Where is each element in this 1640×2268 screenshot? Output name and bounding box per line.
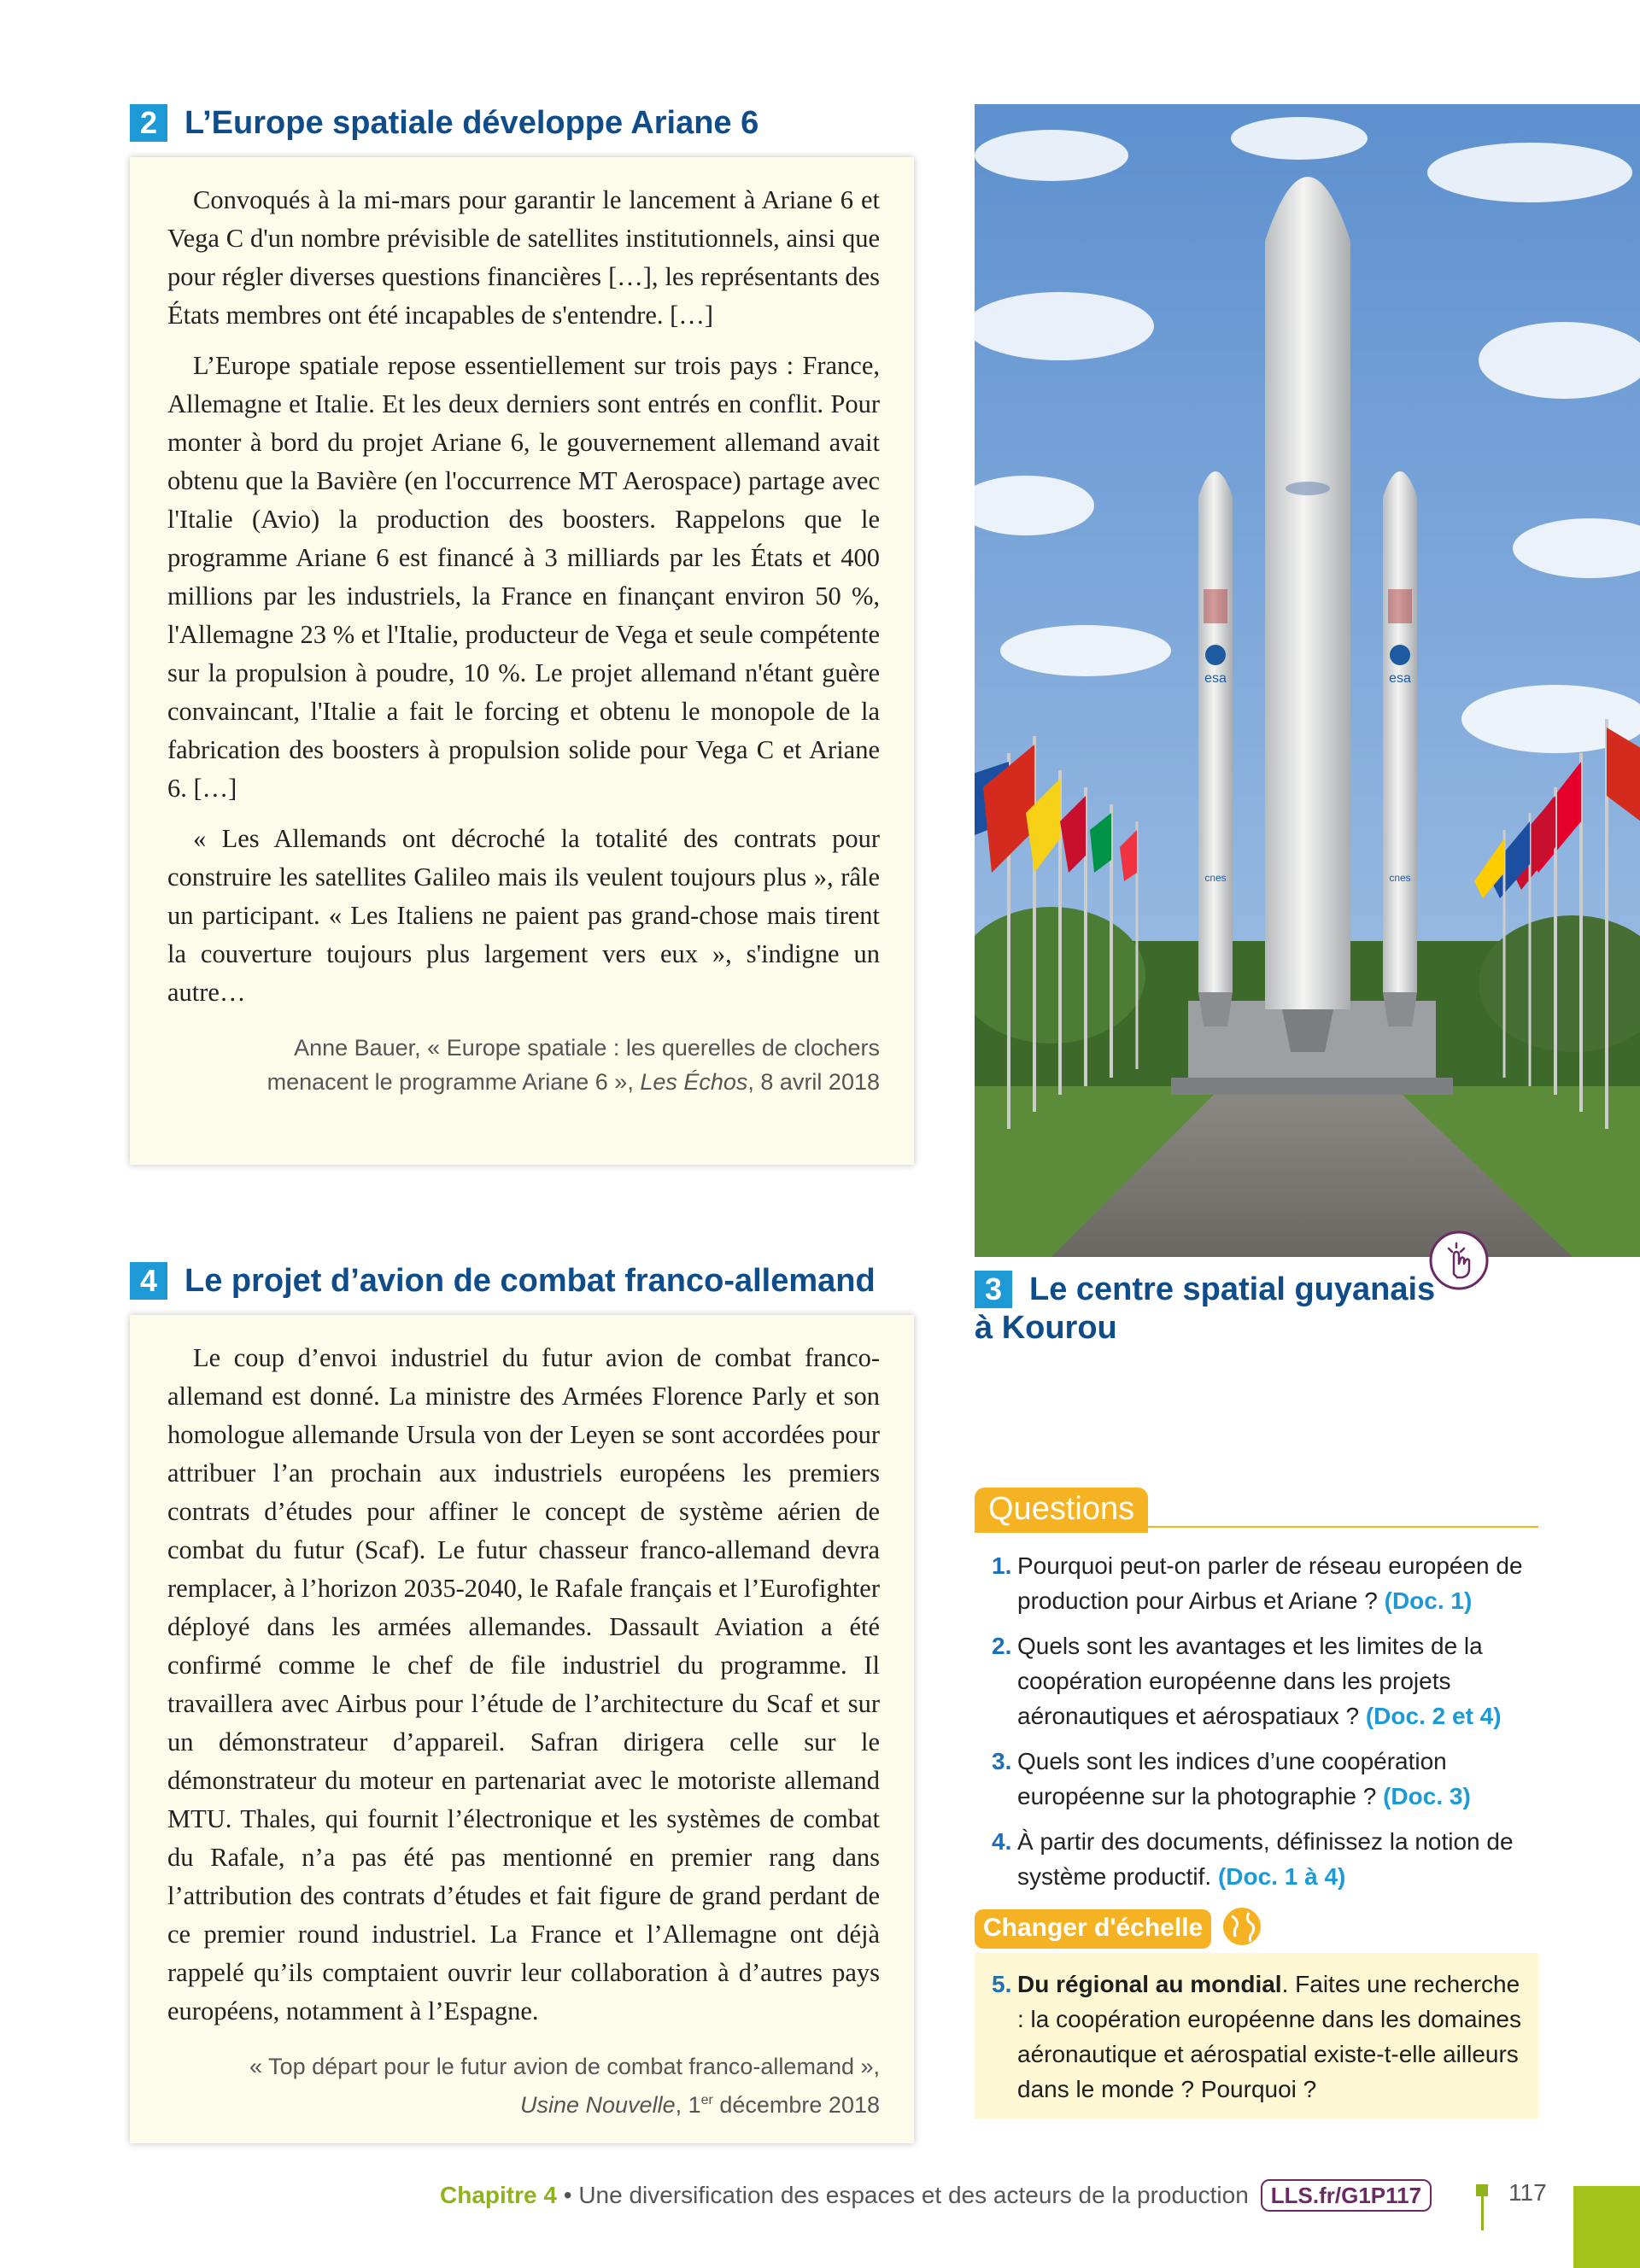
doc2-paragraph-3: « Les Allemands ont décroché la totalité des contrats pour construire les satellites Galileo mais ils veulent toujours plus », râle un participant. « Les Italiens ne paient pas grand-chose mais tirent la couverture toujours plus largement vers eux », s'indigne un autre…	[167, 824, 880, 1007]
esa-logo-right: esa	[1389, 671, 1411, 686]
doc4-paragraph: Le coup d’envoi industriel du futur avion de combat franco-allemand est donné. La ministre des Armées Florence Parly et son homologue allemande Ursula von der Leyen se sont accordées pour attribuer l’an prochain aux industriels européens les premiers contrats d’études pour affiner le concept de système aérien de combat du futur (Scaf). Le futur chasseur franco-allemand devra remplacer, à l’horizon 2035-2040, le Rafale français et l’Eurofighter déployé dans les armées allemandes. Dassault Aviation a été confirmé comme le chef de file industriel du programme. Il travaillera avec Airbus pour l’étude de l’architecture du Scaf et sur un démonstrateur d’appareil. Safran dirigera celle sur le démonstrateur du moteur en partenariat avec le motoriste allemand MTU. Thales, qui fournit l’électronique et les systèmes de combat du Rafale, n’a pas été pas mentionné en premier rang dans l’attribution des contrats d’études et fait figure de grand perdant de ce premier round industriel. La France et l’Allemagne ont déjà rappelé qu’ils comptaient ouvrir leur collaboration à d’autres pays européens, notamment à l’Espagne.	[167, 1343, 880, 2025]
doc2-source: Anne Bauer, « Europe spatiale : les querelles de clochers menacent le programme Ariane 6 », Les Échos, 8 avril 2018	[266, 1035, 880, 1095]
page-number: 117	[1508, 2179, 1547, 2206]
footer-marker	[1476, 2184, 1488, 2196]
scale-heading: Changer d'échelle	[975, 1909, 1211, 1949]
doc2-heading	[130, 104, 758, 142]
question-item: 4. À partir des documents, définissez la notion de système productif. (Doc. 1 à 4)	[992, 1828, 1514, 1890]
page-corner-tab	[1573, 2186, 1640, 2268]
footer-marker-line	[1481, 2196, 1484, 2230]
doc4-textbox	[130, 1315, 914, 2143]
question-item-5: 5. Du régional au mondial. Faites une recherche : la coopération européenne dans les domaines aéronautique et aérospatial existe-t-elle ailleurs dans le monde ? Pourquoi ?	[992, 1971, 1521, 2102]
cnes-logo-right: cnes	[1389, 872, 1411, 884]
doc4-title: Le projet d’avion de combat franco-allemand	[184, 1262, 876, 1299]
doc2-number: 2	[130, 104, 167, 142]
esa-logo-left: esa	[1204, 671, 1227, 686]
doc3-number: 3	[975, 1271, 1012, 1308]
scale-section	[975, 1904, 1538, 2119]
doc2-title: L’Europe spatiale développe Ariane 6	[184, 104, 759, 141]
footer-link[interactable]: LLS.fr/G1P117	[1261, 2179, 1432, 2212]
footer-chapter: Chapitre 4	[440, 2182, 557, 2208]
question-item: 1. Pourquoi peut-on parler de réseau européen de production pour Airbus et Ariane ? (Doc. 1)	[992, 1552, 1523, 1614]
globe-icon	[1220, 1904, 1264, 1953]
footer: Chapitre 4 • Une diversification des espaces et des acteurs de la production LLS.fr/G1P117	[440, 2179, 1432, 2212]
question-item: 2. Quels sont les avantages et les limites de la coopération européenne dans les projets aéronautiques et aérospatiaux ? (Doc. 2 et 4)	[992, 1633, 1502, 1729]
question-item: 3. Quels sont les indices d’une coopération européenne sur la photographie ? (Doc. 3)	[992, 1748, 1471, 1809]
footer-title: Une diversification des espaces et des acteurs de la production	[578, 2182, 1249, 2208]
scale-box	[975, 1953, 1538, 2119]
doc3-title-line2: à Kourou	[975, 1310, 1117, 1346]
doc4-number: 4	[130, 1262, 167, 1300]
doc2-paragraph-1: Convoqués à la mi-mars pour garantir le lancement à Ariane 6 et Vega C d'un nombre prévisible de satellites institutionnels, ainsi que pour régler diverses questions financières […], les représentants des États membres ont été incapables de s'entendre. […]	[167, 185, 880, 330]
cnes-logo-left: cnes	[1204, 872, 1227, 884]
questions-list	[975, 1548, 1538, 1894]
doc4-heading	[130, 1262, 876, 1300]
doc4-source: « Top départ pour le futur avion de combat franco-allemand », Usine Nouvelle, 1er décembre 2018	[249, 2054, 880, 2118]
doc2-textbox	[130, 157, 914, 1165]
kourou-photo	[975, 104, 1640, 1257]
doc3-heading	[975, 1271, 1453, 1347]
questions-panel	[975, 1488, 1538, 1904]
doc2-paragraph-2: L’Europe spatiale repose essentiellement sur trois pays : France, Allemagne et Italie. Et les deux derniers sont entrés en conflit. Pour monter à bord du projet Ariane 6, le gouvernement allemand avait obtenu que la Bavière (en l'occurrence MT Aerospace) partage avec l'Italie (Avio) la production des boosters. Rappelons que le programme Ariane 6 est financé à 3 milliards par les États et 400 millions par les industriels, la France en finançant environ 50 %, l'Allemagne 23 % et l'Italie, producteur de Vega et seule compétente sur la propulsion à poudre, 10 %. Le projet allemand n'étant guère convaincant, l'Italie a fait le forcing et obtenu le monopole de la fabrication des boosters à propulsion solide pour Vega C et Ariane 6. […]	[167, 351, 880, 803]
questions-heading: Questions	[975, 1488, 1148, 1533]
doc3-title-line1: Le centre spatial guyanais	[1029, 1271, 1436, 1307]
